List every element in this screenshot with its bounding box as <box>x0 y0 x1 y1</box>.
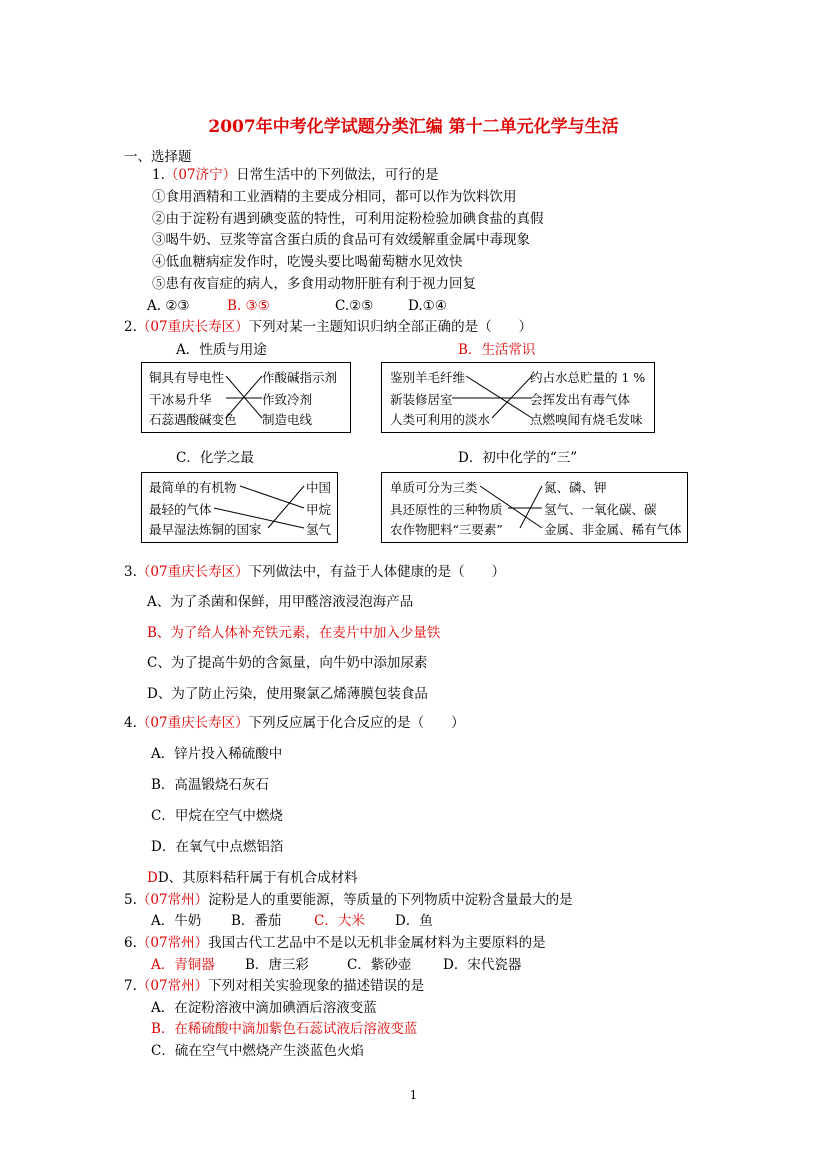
box-c-right-item: 甲烷 <box>306 502 332 517</box>
q1-option-a: A. ②③ <box>147 298 190 314</box>
box-c-left-item: 最早湿法炼铜的国家 <box>149 522 262 537</box>
box-d-left-item: 单质可分为三类 <box>390 480 478 495</box>
q4-stem: 4.（07重庆长寿区）下列反应属于化合反应的是（ ） <box>124 715 465 731</box>
box-a-left-item: 干冰易升华 <box>149 392 212 407</box>
box-d-left-item: 具还原性的三种物质 <box>390 502 503 517</box>
q2-box-a-label: A．性质与用途 <box>176 342 267 358</box>
q1-item: ②由于淀粉有遇到碘变蓝的特性，可利用淀粉检验加碘食盐的真假 <box>152 211 544 227</box>
q1-item: ⑤患有夜盲症的病人，多食用动物肝脏有利于视力回复 <box>152 276 476 292</box>
q7-stem: 7.（07常州）下列对相关实验现象的描述错误的是 <box>124 978 425 994</box>
q2-box-c <box>141 472 338 543</box>
q4-source: （07重庆长寿区） <box>136 715 249 731</box>
q1-stem: 1.（07济宁）日常生活中的下列做法，可行的是 <box>152 167 439 183</box>
q7-source: （07常州） <box>136 978 209 994</box>
q7-option-a: A．在淀粉溶液中滴加碘酒后溶液变蓝 <box>151 1000 377 1016</box>
q2-box-d <box>381 472 688 543</box>
q2-box-a <box>141 362 351 433</box>
q1-option-c: C.②⑤ <box>335 298 374 314</box>
box-b-left-item: 鉴别羊毛纤维 <box>390 370 466 385</box>
box-b-left-item: 新装修居室 <box>390 392 453 407</box>
q3-option-c: C、为了提高牛奶的含氮量，向牛奶中添加尿素 <box>147 655 428 671</box>
q5-source: （07常州） <box>136 892 209 908</box>
q2-box-b-label: B．生活常识 <box>458 342 536 358</box>
q4-option-d: D．在氧气中点燃铝箔 <box>151 839 284 855</box>
connector-line <box>492 376 532 418</box>
box-b-right-item: 会挥发出有毒气体 <box>530 392 631 407</box>
box-b-right-item: 约占水总贮量的 1 % <box>530 370 646 385</box>
q2-box-c-label: C．化学之最 <box>176 450 254 466</box>
box-c-right-item: 中国 <box>306 480 332 495</box>
box-a-left-item: 石蕊遇酸碱变色 <box>149 412 237 427</box>
q6-stem: 6.（07常州）我国古代工艺品中不是以无机非金属材料为主要原料的是 <box>124 935 546 951</box>
box-a-left-item: 铜具有导电性 <box>149 370 225 385</box>
q7-option-c: C．硫在空气中燃烧产生淡蓝色火焰 <box>151 1043 364 1059</box>
page-title: 2007年中考化学试题分类汇编 第十二单元化学与生活 <box>208 117 619 137</box>
box-b-left-item: 人类可利用的淡水 <box>390 412 491 427</box>
q3-option-d: D、为了防止污染，使用聚氯乙烯薄膜包装食品 <box>147 686 428 702</box>
q2-box-b <box>381 362 655 433</box>
box-a-right-item: 制造电线 <box>262 412 313 427</box>
q6-option-c: C．紫砂壶 <box>347 957 412 973</box>
q1-item: ③喝牛奶、豆浆等富含蛋白质的食品可有效缓解重金属中毒现象 <box>152 232 530 248</box>
q2-stem: 2.（07重庆长寿区）下列对某一主题知识归纳全部正确的是（ ） <box>124 319 533 335</box>
q4-option-b: B．高温锻烧石灰石 <box>151 777 269 793</box>
box-d-right-item: 金属、非金属、稀有气体 <box>544 522 682 537</box>
section-heading: 一、选择题 <box>124 149 192 165</box>
q6-option-a: A．青铜器 <box>151 957 215 973</box>
box-d-right-item: 氢气、一氧化碳、碳 <box>544 502 657 517</box>
q4-option-a: A．锌片投入稀硫酸中 <box>151 746 283 762</box>
box-c-left-item: 最简单的有机物 <box>149 480 237 495</box>
q1-item: ①食用酒精和工业酒精的主要成分相同，都可以作为饮料饮用 <box>152 189 517 205</box>
q2-source: （07重庆长寿区） <box>136 319 249 335</box>
q5-option-b: B．番茄 <box>231 913 282 929</box>
q1-item: ④低血糖病症发作时，吃馒头要比喝葡萄糖水见效快 <box>152 254 463 270</box>
box-d-left-item: 农作物肥料“三要素” <box>390 522 503 537</box>
q7-option-b: B．在稀硫酸中滴加紫色石蕊试液后溶液变蓝 <box>151 1021 418 1037</box>
q5-stem: 5.（07常州）淀粉是人的重要能源，等质量的下列物质中淀粉含量最大的是 <box>124 892 573 908</box>
q3-stem: 3.（07重庆长寿区）下列做法中，有益于人体健康的是（ ） <box>124 564 506 580</box>
page-number: 1 <box>409 1088 418 1102</box>
q6-option-b: B．唐三彩 <box>245 957 309 973</box>
q1-option-d: D.①④ <box>408 298 447 314</box>
q3-option-a: A、为了杀菌和保鲜，用甲醛溶液浸泡海产品 <box>147 594 414 610</box>
q2-box-d-label: D．初中化学的“三” <box>458 450 578 466</box>
q3-source: （07重庆长寿区） <box>136 564 249 580</box>
box-a-right-item: 作致冷剂 <box>262 392 313 407</box>
q4-extra-option: DD、其原料秸秆属于有机合成材料 <box>147 870 358 886</box>
q5-option-a: A．牛奶 <box>151 913 202 929</box>
box-a-right-item: 作酸碱指示剂 <box>262 370 338 385</box>
q5-option-d: D．鱼 <box>395 913 433 929</box>
connector-line <box>268 486 304 528</box>
box-d-right-item: 氮、磷、钾 <box>544 480 607 495</box>
q4-option-c: C．甲烷在空气中燃烧 <box>151 808 283 824</box>
q1-source: （07济宁） <box>164 167 237 183</box>
box-c-right-item: 氢气 <box>306 522 332 537</box>
q1-option-b: B. ③⑤ <box>227 298 270 314</box>
connector-line <box>520 486 542 528</box>
box-b-right-item: 点燃嗅闻有烧毛发味 <box>530 412 643 427</box>
q6-option-d: D．宋代瓷器 <box>443 957 522 973</box>
q3-option-b: B、为了给人体补充铁元素，在麦片中加入少量铁 <box>147 625 441 641</box>
box-c-left-item: 最轻的气体 <box>149 502 212 517</box>
q5-option-c: C．大米 <box>314 913 365 929</box>
q6-source: （07常州） <box>136 935 209 951</box>
